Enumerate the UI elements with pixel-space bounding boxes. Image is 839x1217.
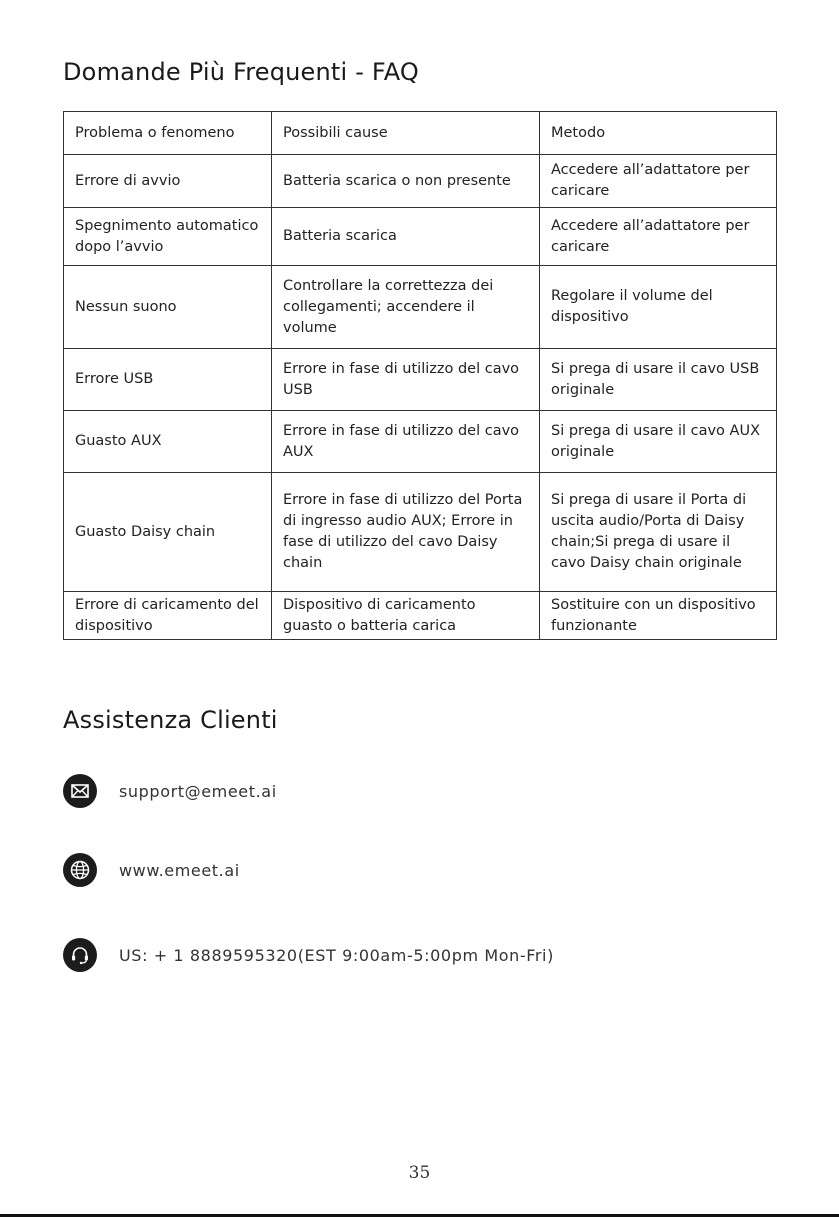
cause-cell: Batteria scarica — [272, 208, 540, 266]
method-cell: Sostituire con un dispositivo funzionante — [540, 592, 777, 640]
website-link[interactable]: www.emeet.ai — [119, 860, 240, 880]
faq-table — [63, 111, 777, 640]
headset-icon — [63, 938, 97, 972]
email-contact — [63, 773, 277, 809]
cause-cell: Batteria scarica o non presente — [272, 155, 540, 208]
cause-cell: Controllare la correttezza dei collegamenti; accendere il volume — [272, 266, 540, 349]
table-row — [64, 592, 777, 640]
problem-cell: Errore USB — [64, 349, 272, 411]
table-row — [64, 349, 777, 411]
method-cell: Si prega di usare il cavo AUX originale — [540, 411, 777, 473]
cause-cell: Dispositivo di caricamento guasto o batteria carica — [272, 592, 540, 640]
method-cell: Si prega di usare il Porta di uscita audio/Porta di Daisy chain;Si prega di usare il cavo Daisy chain originale — [540, 473, 777, 592]
table-row — [64, 411, 777, 473]
cause-cell: Errore in fase di utilizzo del cavo USB — [272, 349, 540, 411]
method-cell: Accedere all’adattatore per caricare — [540, 208, 777, 266]
table-header-row — [64, 112, 777, 155]
cause-cell: Errore in fase di utilizzo del cavo AUX — [272, 411, 540, 473]
table-row — [64, 208, 777, 266]
phone-contact — [63, 937, 554, 973]
method-cell: Si prega di usare il cavo USB originale — [540, 349, 777, 411]
phone-number[interactable]: US: + 1 8889595320(EST 9:00am-5:00pm Mon-Fri) — [119, 945, 554, 965]
problem-cell: Errore di caricamento del dispositivo — [64, 592, 272, 640]
header-method: Metodo — [540, 112, 777, 155]
problem-cell: Errore di avvio — [64, 155, 272, 208]
table-row — [64, 473, 777, 592]
problem-cell: Guasto Daisy chain — [64, 473, 272, 592]
method-cell: Regolare il volume del dispositivo — [540, 266, 777, 349]
cause-cell: Errore in fase di utilizzo del Porta di ingresso audio AUX; Errore in fase di utilizzo del cavo Daisy chain — [272, 473, 540, 592]
problem-cell: Spegnimento automatico dopo l’avvio — [64, 208, 272, 266]
header-problem: Problema o fenomeno — [64, 112, 272, 155]
problem-cell: Nessun suono — [64, 266, 272, 349]
table-row — [64, 155, 777, 208]
website-contact — [63, 852, 240, 888]
header-causes: Possibili cause — [272, 112, 540, 155]
page-number: 35 — [408, 1163, 431, 1183]
faq-title: Domande Più Frequenti - FAQ — [63, 58, 420, 86]
support-title: Assistenza Clienti — [63, 706, 278, 734]
method-cell: Accedere all’adattatore per caricare — [540, 155, 777, 208]
globe-icon — [63, 853, 97, 887]
problem-cell: Guasto AUX — [64, 411, 272, 473]
table-row — [64, 266, 777, 349]
email-address[interactable]: support@emeet.ai — [119, 781, 277, 801]
envelope-icon — [63, 774, 97, 808]
